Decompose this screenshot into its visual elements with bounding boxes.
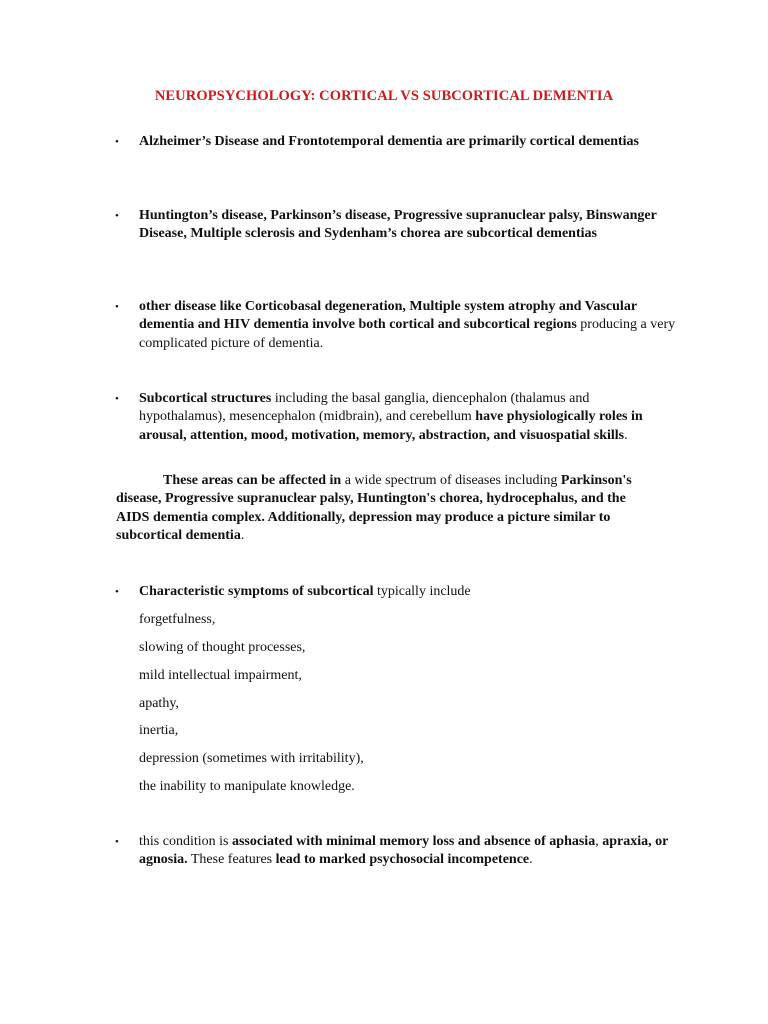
bullet-characteristic-symptoms [115,583,679,601]
bullet-text: producing a very complicated picture of dementia. [139,317,676,351]
bullet-icon: • [115,136,119,148]
bullet-text-bold: lead to marked psychosocial incompetence [275,852,530,868]
bullet-icon: • [115,210,119,222]
bullet-text-bold: apraxia, or agnosia. [139,834,669,868]
bullet-icon: • [115,586,119,598]
bullet-mixed-dementias [115,298,679,353]
bullet-text: . [529,852,533,868]
bullet-text: this condition is [139,834,232,849]
symptom-item: depression (sometimes with irritability), [139,751,364,766]
symptom-item: mild intellectual impairment, [139,668,302,683]
page-title: NEUROPSYCHOLOGY: CORTICAL VS SUBCORTICAL DEMENTIA [154,88,614,104]
affected-areas-paragraph [116,472,656,546]
bullet-icon: • [115,393,119,405]
bullet-text: including the basal ganglia, diencephalon (thalamus and hypothalamus), mesencephalon (midbrain), and cerebellum [139,391,590,425]
bullet-text-bold: Characteristic symptoms of subcortical [139,584,374,599]
bullet-text-bold: have physiologically roles in arousal, attention, mood, motivation, memory, abstraction, and visuospatial skills [139,409,643,443]
bullet-text: . [624,427,628,443]
bullet-text-bold: other disease like Corticobasal degeneration, Multiple system atrophy and Vascular dementia and HIV dementia involve both cortical and subcortical regions [139,299,637,333]
symptom-item: forgetfulness, [139,612,216,627]
symptom-item: slowing of thought processes, [139,640,306,655]
paragraph-text-bold: Parkinson's disease, Progressive supranuclear palsy, Huntington's chorea, hydrocephalus, and the AIDS dementia complex. Additionally, depression may produce a picture similar to subcortical dementia [116,473,632,544]
paragraph-text: . [240,528,245,544]
paragraph-text-bold: These areas can be affected in [163,473,342,488]
bullet-icon: • [115,836,119,848]
bullet-text-bold: associated with minimal memory loss and absence of aphasia [231,834,596,849]
symptom-item: the inability to manipulate knowledge. [139,779,355,794]
bullet-text: , [595,834,603,849]
bullet-text-bold: Subcortical structures [139,391,272,406]
bullet-text-bold: Huntington’s disease, Parkinson’s disease, Progressive supranuclear palsy, Binswanger Disease, Multiple sclerosis and Sydenham’s chorea are subcortical dementias [139,208,657,242]
bullet-text-bold: Alzheimer’s Disease and Frontotemporal dementia are primarily cortical dementias [139,134,640,149]
bullet-cortical-dementias [115,133,679,151]
bullet-text: typically include [373,584,471,599]
paragraph-text: a wide spectrum of diseases including [341,473,561,488]
bullet-subcortical-structures [115,390,679,445]
bullet-text: These features [187,852,276,868]
symptom-item: inertia, [139,723,179,738]
bullet-subcortical-dementias [115,207,679,244]
bullet-icon: • [115,301,119,313]
symptom-item: apathy, [139,696,179,711]
bullet-condition-features [115,833,679,870]
